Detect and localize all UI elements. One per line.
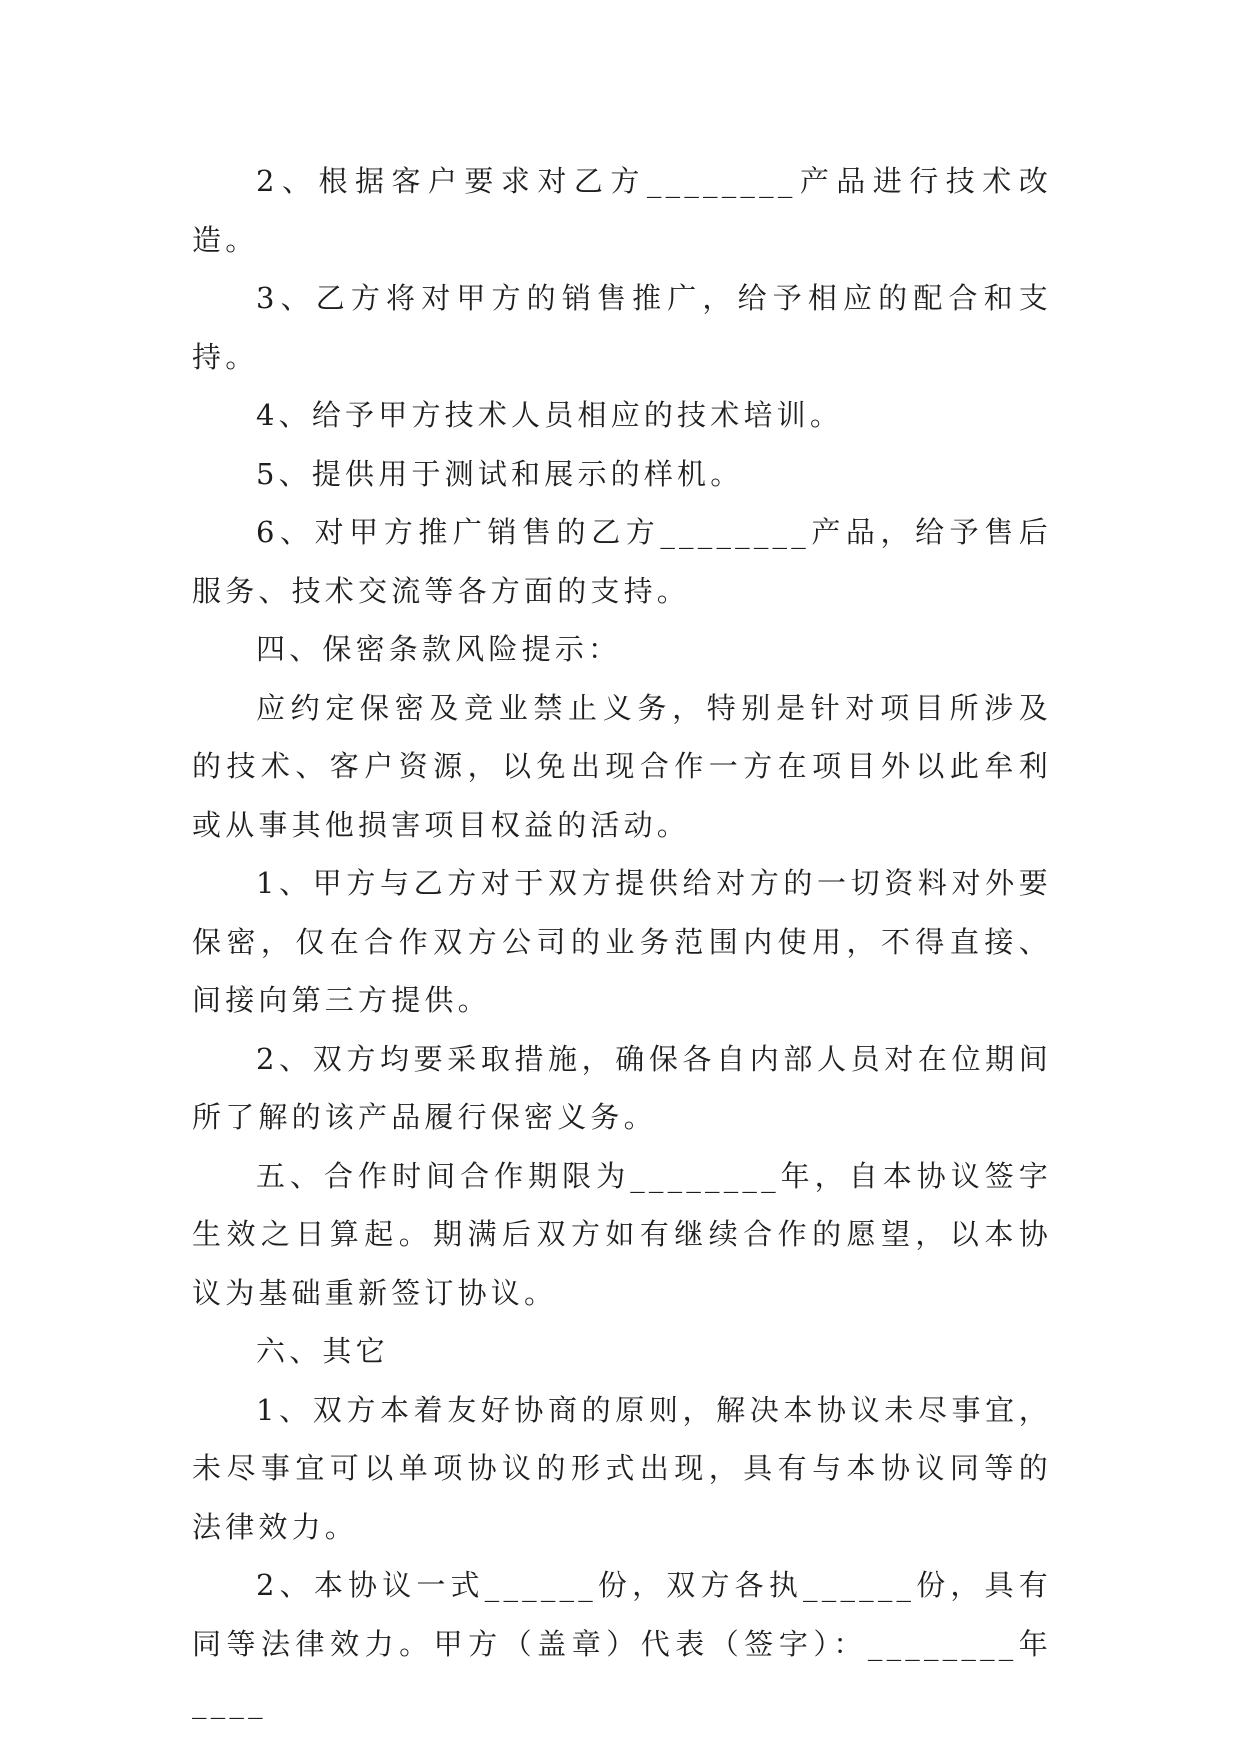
paragraph-item-6: 6、对甲方推广销售的乙方________产品，给予售后服务、技术交流等各方面的支持。 xyxy=(192,515,1052,608)
section-heading-other: 六、其它 xyxy=(256,1334,389,1368)
paragraph-item-3: 3、乙方将对甲方的销售推广，给予相应的配合和支持。 xyxy=(192,281,1052,374)
paragraph-confidentiality-1: 1、甲方与乙方对于双方提供给对方的一切资料对外要保密，仅在合作双方公司的业务范围内使用，不得直接、间接向第三方提供。 xyxy=(192,866,1052,1017)
paragraph-item-5: 5、提供用于测试和展示的样机。 xyxy=(256,456,744,491)
paragraph-other-2: 2、本协议一式______份，双方各执______份，具有同等法律效力。甲方（盖章）代表（签字）：________年____ xyxy=(192,1568,1052,1719)
paragraph-confidentiality-note: 应约定保密及竞业禁止义务，特别是针对项目所涉及的技术、客户资源，以免出现合作一方在项目外以此牟利或从事其他损害项目权益的活动。 xyxy=(192,690,1052,842)
paragraph-item-2: 2、根据客户要求对乙方________产品进行技术改造。 xyxy=(192,164,1052,257)
document-body xyxy=(192,152,1052,1732)
section-cooperation-period: 五、合作时间合作期限为________年，自本协议签字生效之日算起。期满后双方如有继续合作的愿望，以本协议为基础重新签订协议。 xyxy=(192,1158,1052,1310)
paragraph-confidentiality-2: 2、双方均要采取措施，确保各自内部人员对在位期间所了解的该产品履行保密义务。 xyxy=(192,1041,1052,1134)
section-heading-confidentiality: 四、保密条款风险提示： xyxy=(256,632,622,666)
paragraph-item-4: 4、给予甲方技术人员相应的技术培训。 xyxy=(256,398,844,432)
paragraph-other-1: 1、双方本着友好协商的原则，解决本协议未尽事宜，未尽事宜可以单项协议的形式出现，具有与本协议同等的法律效力。 xyxy=(192,1392,1052,1544)
